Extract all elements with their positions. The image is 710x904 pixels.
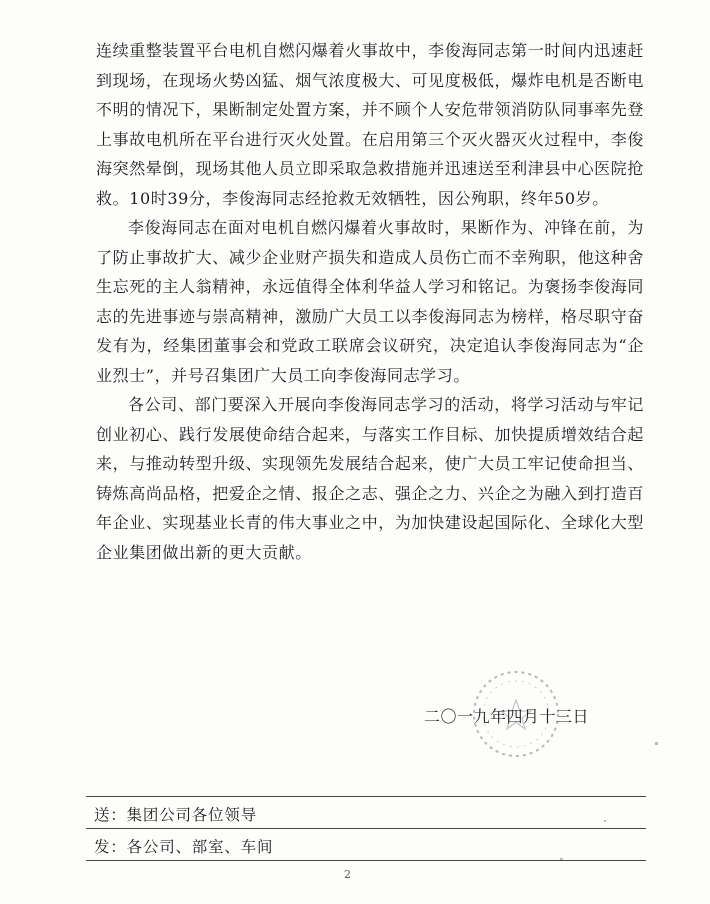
document-body (96, 36, 644, 567)
page-number: 2 (344, 868, 351, 881)
divider-line-top (86, 796, 646, 797)
divider-line-bottom (86, 860, 646, 861)
scan-speck (560, 858, 563, 860)
scan-speck (604, 820, 606, 822)
body-paragraph-1: 连续重整装置平台电机自燃闪爆着火事故中，李俊海同志第一时间内迅速赶到现场，在现场火势凶猛、烟气浓度极大、可见度极低，爆炸电机是否断电不明的情况下，果断制定处置方案，并不顾个人安危带领消防队同事率先登上事故电机所在平台进行灭火处置。在启用第三个灭火器灭火过程中，李俊海突然晕倒，现场其他人员立即采取急救措施并迅速送至利津县中心医院抢救。10时39分，李俊海同志经抢救无效牺牲，因公殉职，终年50岁。 (96, 41, 644, 208)
body-paragraph-2: 李俊海同志在面对电机自燃闪爆着火事故时，果断作为、冲锋在前，为了防止事故扩大、减少企业财产损失和造成人员伤亡而不幸殉职，他这种舍生忘死的主人翁精神，永远值得全体利华益人学习和铭记。为褒扬李俊海同志的先进事迹与崇高精神，激励广大员工以李俊海同志为榜样，格尽职守奋发有为，经集团董事会和党政工联席会议研究，决定追认李俊海同志为“企业烈士”，并号召集团广大员工向李俊海同志学习。 (96, 218, 644, 385)
distribution-cc: 发：各公司、部室、车间 (94, 838, 274, 856)
scan-speck (655, 742, 658, 745)
body-paragraph-3: 各公司、部门要深入开展向李俊海同志学习的活动，将学习活动与牢记创业初心、践行发展使命结合起来，与落实工作目标、加快提质增效结合起来，与推动转型升级、实现领先发展结合起来，使广大员工牢记使命担当、铸炼高尚品格，把爱企之情、报企之志、强企之力、兴企之为融入到打造百年企业、实现基业长青的伟大事业之中，为加快建设起国际化、全球化大型企业集团做出新的更大贡献。 (96, 395, 644, 562)
divider-line-middle (86, 828, 646, 829)
issue-date: 二〇一九年四月十三日 (424, 707, 590, 726)
distribution-to: 送：集团公司各位领导 (94, 806, 258, 824)
